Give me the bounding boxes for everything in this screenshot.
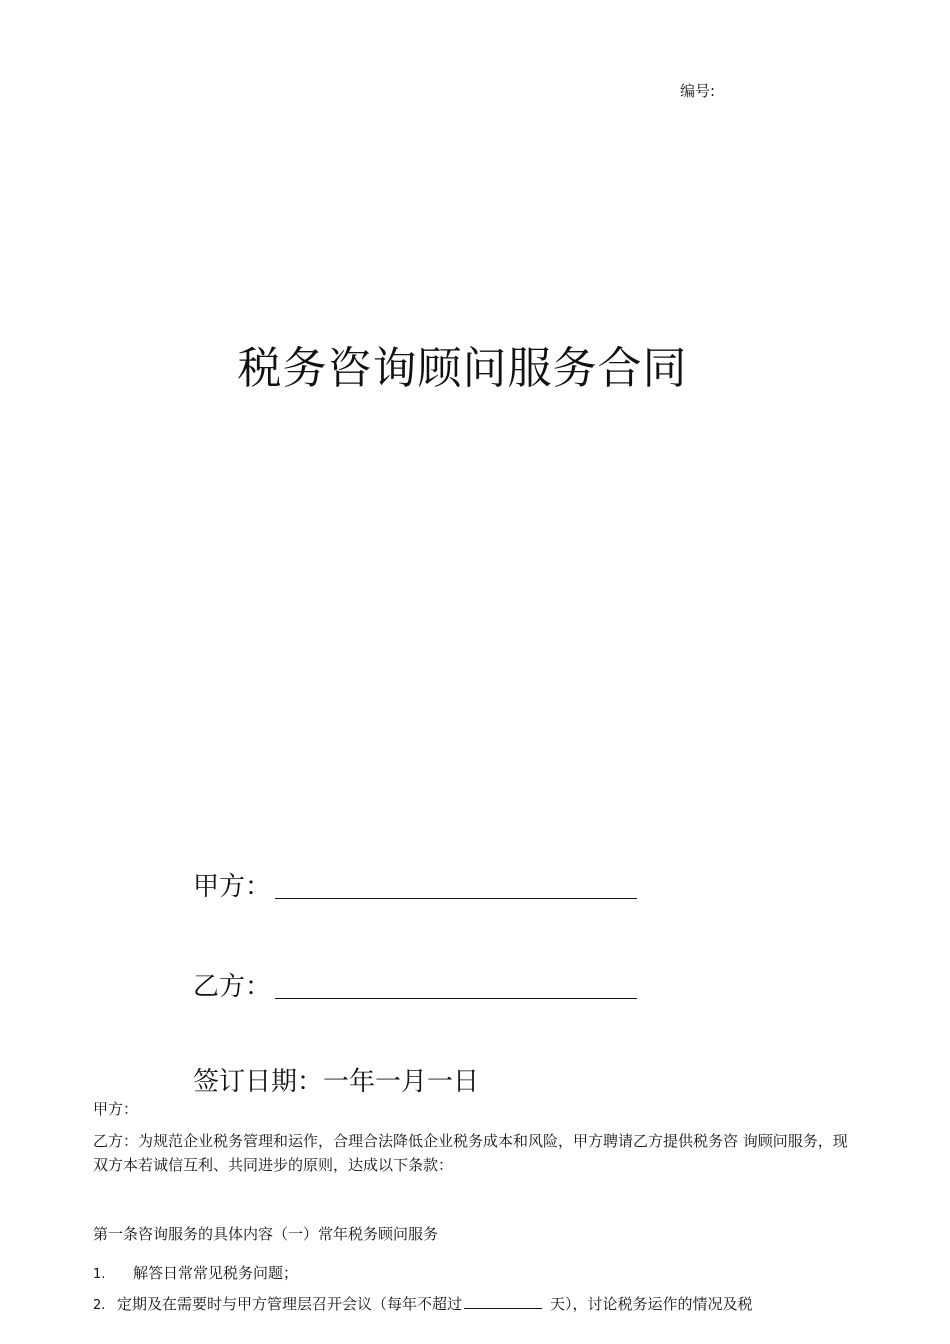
party-b-blank [275, 976, 637, 999]
party-a-label: 甲方： [193, 872, 272, 902]
party-b-label: 乙方： [193, 972, 272, 1002]
party-a-line [193, 866, 637, 903]
party-b-line [193, 966, 637, 1003]
body-party-a: 甲方： [93, 1100, 139, 1118]
days-blank [464, 1292, 542, 1309]
list-item-text: 解答日常常见税务问题； [133, 1264, 299, 1282]
list-item-text-after: 天），讨论税务运作的情况及税 [550, 1295, 753, 1313]
list-item-number: 2. [93, 1298, 106, 1313]
body-party-b-intro: 乙方：为规范企业税务管理和运作，合理合法降低企业税务成本和风险，甲方聘请乙方提供税务咨 询顾问服务，现双方本若诚信互利、共同进步的原则，达成以下条款： [93, 1132, 848, 1174]
document-number-label: 编号: [680, 82, 716, 100]
contract-title: 税务咨询顾问服务合同 [237, 343, 688, 394]
clause-1-heading: 第一条咨询服务的具体内容（一）常年税务顾问服务 [93, 1225, 439, 1243]
list-item-number: 1. [93, 1267, 106, 1282]
list-item-text-before: 定期及在需要时与甲方管理层召开会议（每年不超过 [117, 1295, 463, 1313]
list-item [93, 1261, 298, 1287]
party-a-blank [275, 876, 637, 899]
list-item [93, 1292, 753, 1318]
sign-date: 签订日期：一年一月一日 [193, 1067, 480, 1097]
